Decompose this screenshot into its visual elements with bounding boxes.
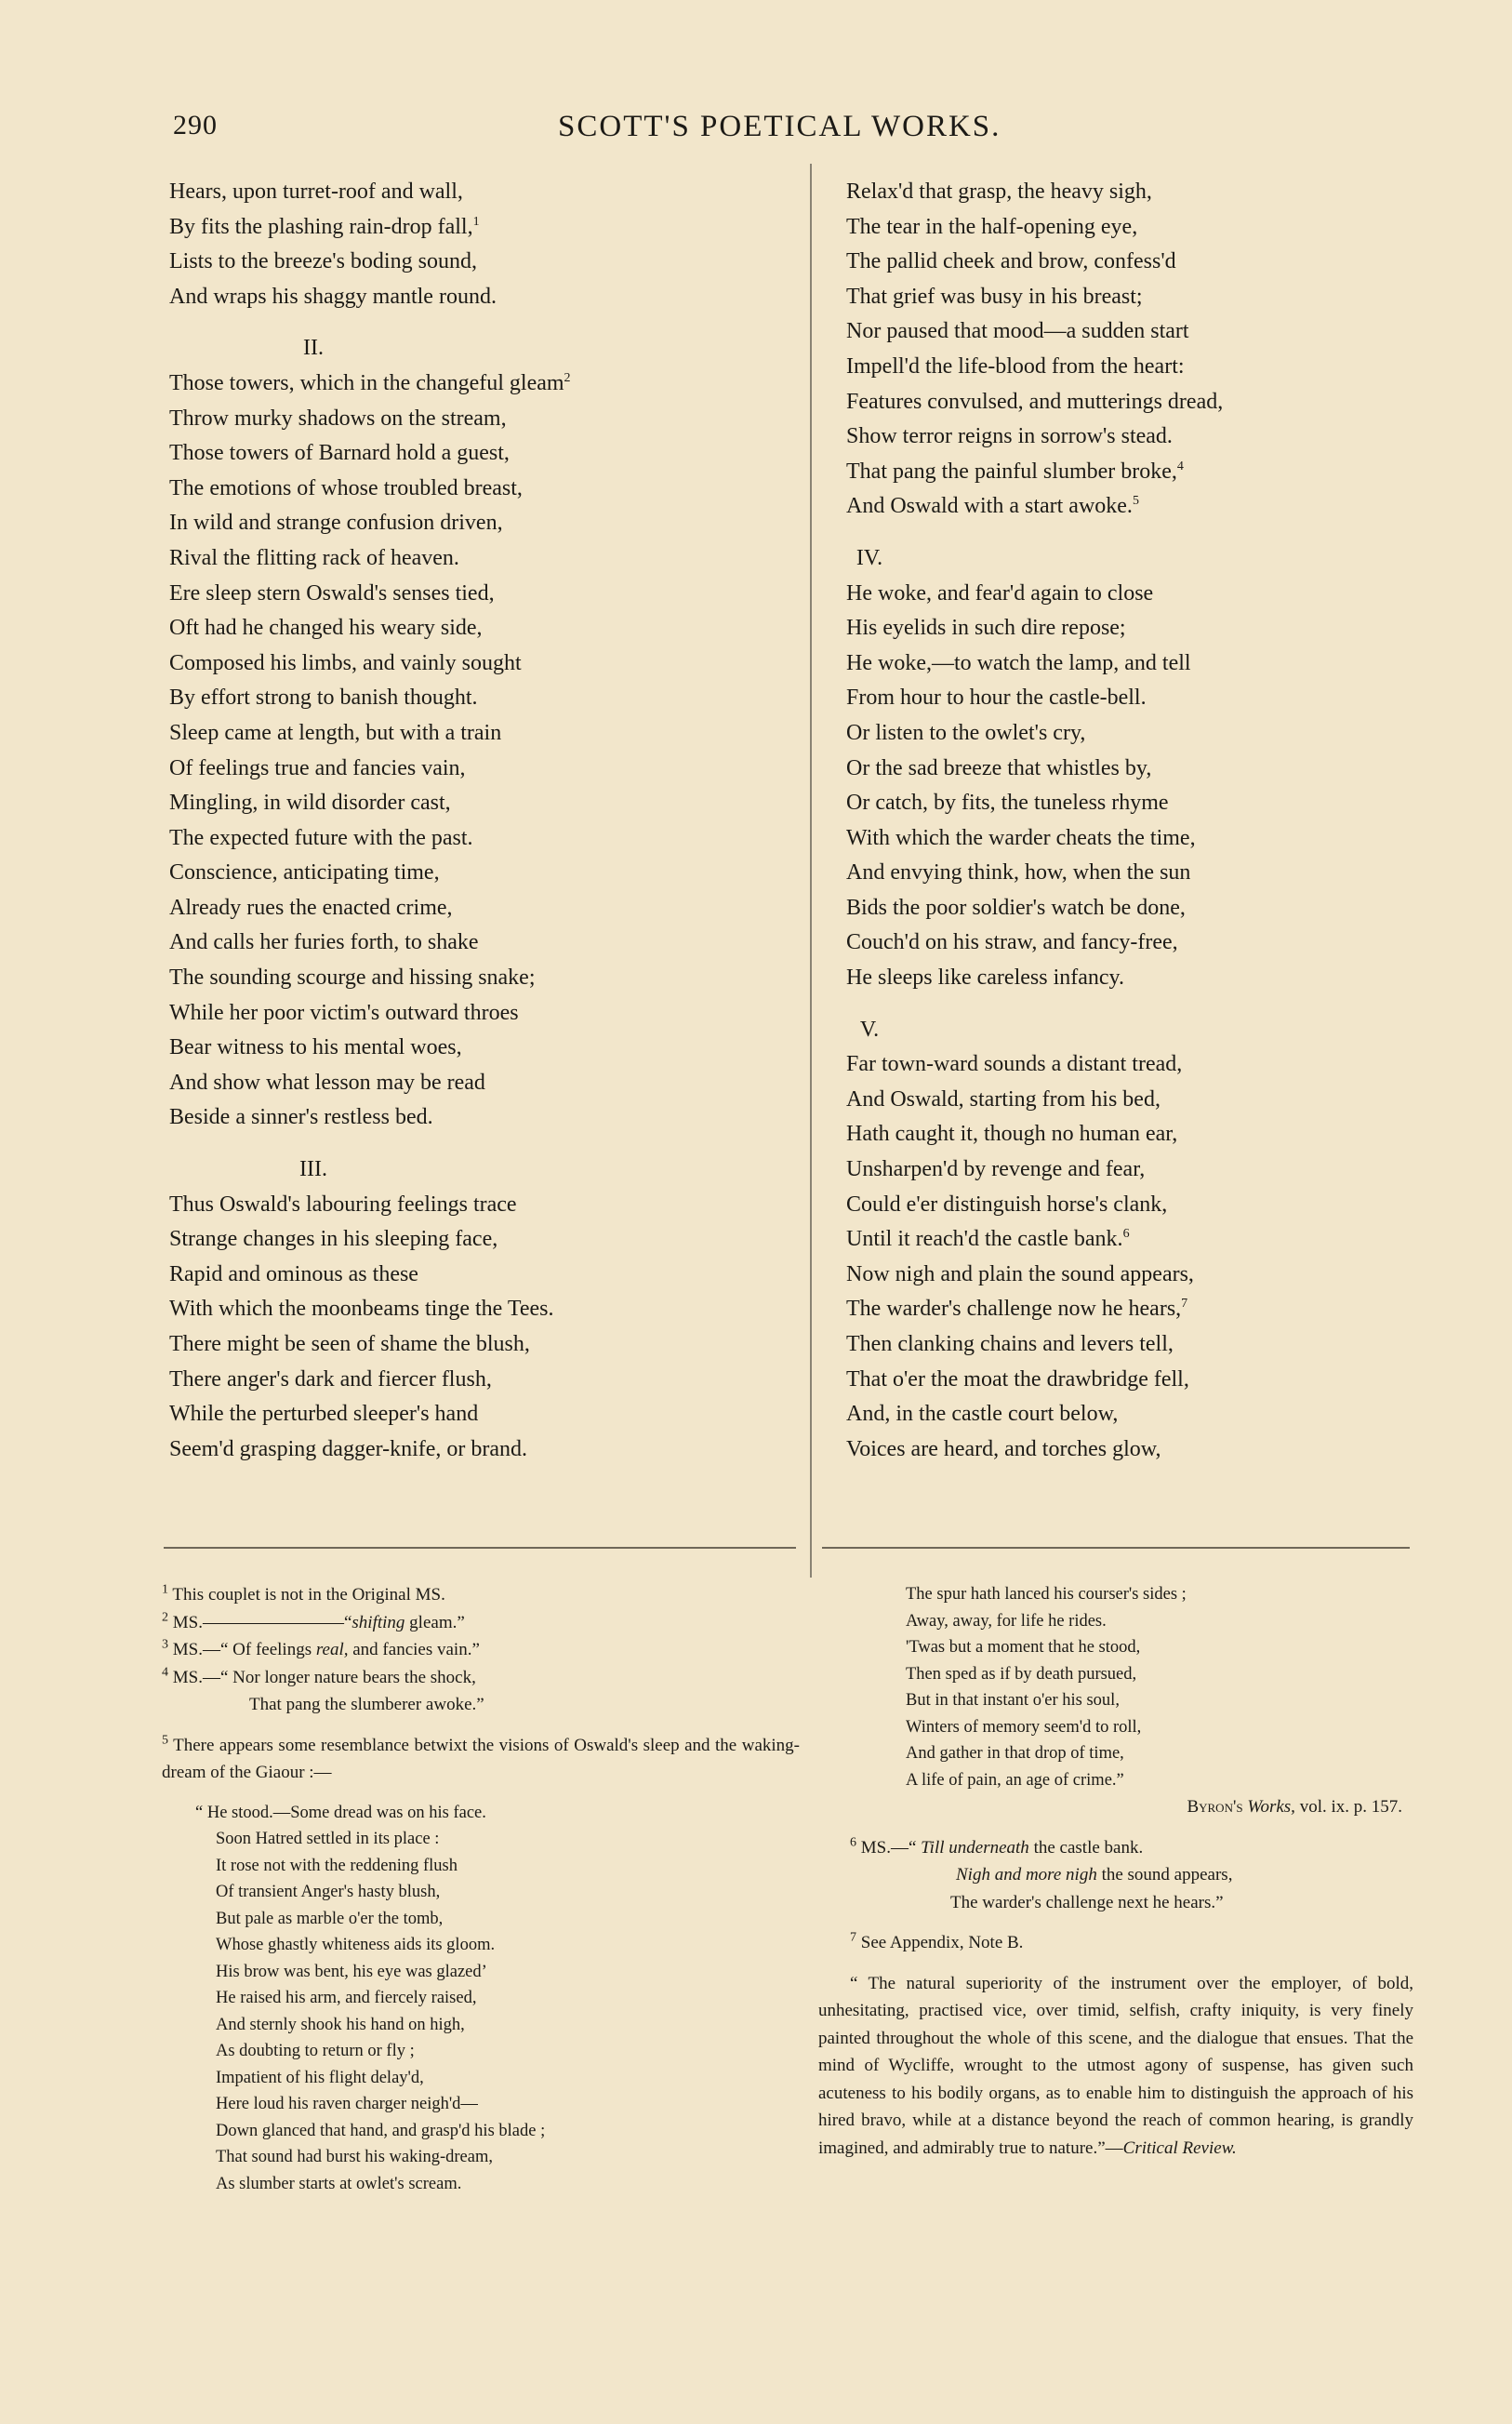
verse-line: That pang the painful slumber broke,$^4$ <box>846 459 1184 484</box>
verse-line: And Oswald with a start awoke.$^5$ <box>846 494 1139 519</box>
quote-line: Away, away, for life he rides. <box>906 1611 1107 1631</box>
verse-line: With which the warder cheats the time, <box>846 825 1196 850</box>
footnote-5: $^5$ There appears some resemblance betwixt the visions of Oswald's sleep and the waking-dream of the Giaour :— <box>162 1733 800 1782</box>
verse-line: And calls her furies forth, to shake <box>169 930 479 955</box>
footnote-rule <box>822 1547 1410 1549</box>
quote-line: But in that instant o'er his soul, <box>906 1691 1120 1710</box>
note-mark: 5 <box>1132 494 1139 509</box>
verse-line: Throw murky shadows on the stream, <box>169 406 507 431</box>
quote-line: Soon Hatred settled in its place : <box>216 1830 440 1848</box>
quote-line: “ He stood.—Some dread was on his face. <box>195 1803 486 1822</box>
verse-line: Thus Oswald's labouring feelings trace <box>169 1192 517 1217</box>
verse-line: Hath caught it, though no human ear, <box>846 1122 1178 1147</box>
verse-line: Beside a sinner's restless bed. <box>169 1105 433 1130</box>
verse-line: Far town-ward sounds a distant tread, <box>846 1052 1183 1077</box>
footnote-rule <box>164 1547 796 1549</box>
quote-line: The spur hath lanced his courser's sides ; <box>906 1585 1187 1604</box>
quote-line: Impatient of his flight delay'd, <box>216 2068 424 2087</box>
verse-line: The sounding scourge and hissing snake; <box>169 966 536 991</box>
footnote-3: $^3$ MS.—“ Of feelings real, and fancies vain.” <box>162 1637 480 1659</box>
verse-line: Now nigh and plain the sound appears, <box>846 1261 1194 1286</box>
verse-line: And, in the castle court below, <box>846 1402 1119 1427</box>
verse-line: Rapid and ominous as these <box>169 1261 418 1286</box>
verse-line: And Oswald, starting from his bed, <box>846 1086 1161 1112</box>
page-header <box>0 110 1512 147</box>
footnote-4: $^4$ MS.—“ Nor longer nature bears the shock, <box>162 1665 476 1687</box>
note-mark: 6 <box>1122 1227 1130 1242</box>
verse-line: Couch'd on his straw, and fancy-free, <box>846 930 1178 955</box>
verse-line: And envying think, how, when the sun <box>846 860 1191 886</box>
footnote-6-line: The warder's challenge next he hears.” <box>950 1892 1224 1912</box>
page-number: 290 <box>173 110 218 140</box>
verse-line: Or catch, by fits, the tuneless rhyme <box>846 791 1169 816</box>
footnote-5-quote-cont <box>818 1581 1413 1793</box>
verse-line: The expected future with the past. <box>169 825 473 850</box>
quote-line: It rose not with the reddening flush <box>216 1856 458 1875</box>
verse-line: In wild and strange confusion driven, <box>169 511 503 536</box>
verse-line: Bear witness to his mental woes, <box>169 1035 462 1060</box>
quote-line: He raised his arm, and fiercely raised, <box>216 1989 477 2007</box>
verse-line: Lists to the breeze's boding sound, <box>169 249 477 274</box>
note-mark: 4 <box>1176 459 1184 473</box>
verse-line: He woke, and fear'd again to close <box>846 580 1154 606</box>
verse-line: Mingling, in wild disorder cast, <box>169 791 451 816</box>
stanza-numeral: III. <box>299 1157 327 1182</box>
stanza-numeral: II. <box>303 336 324 361</box>
quote-line: But pale as marble o'er the tomb, <box>216 1909 444 1928</box>
quote-line: Winters of memory seem'd to roll, <box>906 1717 1142 1737</box>
verse-line: By effort strong to banish thought. <box>169 686 478 711</box>
quote-line: Of transient Anger's hasty blush, <box>216 1883 441 1901</box>
quote-line: Here loud his raven charger neigh'd— <box>216 2095 478 2113</box>
footnote-1: $^1$ This couplet is not in the Original MS. <box>162 1582 445 1605</box>
right-column <box>846 175 1367 1467</box>
footnote-4-line: That pang the slumberer awoke.” <box>249 1695 484 1714</box>
footnote-7: $^7$ See Appendix, Note B. <box>850 1930 1024 1952</box>
verse-line: And wraps his shaggy mantle round. <box>169 284 497 309</box>
verse-line: Those towers, which in the changeful gleam$^2$ <box>169 370 571 395</box>
verse-line: The pallid cheek and brow, confess'd <box>846 249 1176 274</box>
footnote-7-review: “ The natural superiority of the instrument over the employer, of bold, unhesitating, practised vice, over timid, selfish, crafty iniquity, is very finely painted throughout the whole of this scene, and the dialogue that ensues. That the mind of Wycliffe, wrought to the utmost agony of suspense, has given such acuteness to his bodily organs, as to enable him to distinguish the approach of his hired bravo, while at a distance beyond the reach of common hearing, is grandly imagined, and admirably true to nature.”—Critical Review. <box>818 1973 1413 2158</box>
verse-line: Of feelings true and fancies vain, <box>169 755 466 780</box>
note-mark: 7 <box>1181 1297 1188 1312</box>
verse-line: There anger's dark and fiercer flush, <box>169 1366 492 1392</box>
verse-line: By fits the plashing rain-drop fall,$^1$ <box>169 214 480 239</box>
footnote-5-quote <box>130 1800 800 2198</box>
quote-line: His brow was bent, his eye was glazed’ <box>216 1962 487 1981</box>
footnote-2: $^2$ MS.————————“shifting gleam.” <box>162 1610 465 1632</box>
verse-line: Show terror reigns in sorrow's stead. <box>846 424 1173 449</box>
quote-line: Down glanced that hand, and grasp'd his blade ; <box>216 2121 546 2140</box>
verse-line: Bids the poor soldier's watch be done, <box>846 895 1186 920</box>
footnote-6: $^6$ MS.—“ Till underneath the castle bank. <box>850 1835 1144 1858</box>
verse-line: Ere sleep stern Oswald's senses tied, <box>169 580 495 606</box>
footnotes-left <box>130 1581 800 2197</box>
verse-line: Features convulsed, and mutterings dread, <box>846 389 1224 414</box>
verse-line: That o'er the moat the drawbridge fell, <box>846 1366 1189 1392</box>
stanza-numeral: V. <box>859 1017 880 1042</box>
verse-line: The tear in the half-opening eye, <box>846 214 1138 239</box>
quote-line: And sternly shook his hand on high, <box>216 2015 465 2034</box>
quote-line: As slumber starts at owlet's scream. <box>216 2174 462 2193</box>
quote-line: As doubting to return or fly ; <box>216 2042 415 2060</box>
verse-line: Seem'd grasping dagger-knife, or brand. <box>169 1436 528 1461</box>
quote-line: 'Twas but a moment that he stood, <box>906 1638 1141 1657</box>
left-column <box>169 175 802 1467</box>
verse-line: Relax'd that grasp, the heavy sigh, <box>846 180 1152 204</box>
quote-line: A life of pain, an age of crime.” <box>906 1770 1124 1790</box>
verse-line: Composed his limbs, and vainly sought <box>169 650 522 675</box>
verse-line: Nor paused that mood—a sudden start <box>846 319 1189 344</box>
verse-line: From hour to hour the castle-bell. <box>846 686 1147 711</box>
note-mark: 2 <box>564 370 571 385</box>
verse-line: And show what lesson may be read <box>169 1070 485 1095</box>
verse-line: He sleeps like careless infancy. <box>846 966 1124 991</box>
verse-line: Strange changes in his sleeping face, <box>169 1227 498 1252</box>
verse-line: There might be seen of shame the blush, <box>169 1332 530 1356</box>
verse-line: Conscience, anticipating time, <box>169 860 440 886</box>
verse-line: Oft had he changed his weary side, <box>169 616 483 641</box>
verse-line: With which the moonbeams tinge the Tees. <box>169 1297 554 1322</box>
stanza-numeral: IV. <box>855 545 883 570</box>
verse-line: Until it reach'd the castle bank.$^6$ <box>846 1227 1130 1252</box>
verse-line: Rival the flitting rack of heaven. <box>169 545 459 570</box>
verse-line: Or the sad breeze that whistles by, <box>846 755 1152 780</box>
verse-line: Unsharpen'd by revenge and fear, <box>846 1157 1146 1182</box>
verse-line: Or listen to the owlet's cry, <box>846 720 1086 745</box>
quote-line: Whose ghastly whiteness aids its gloom. <box>216 1936 496 1954</box>
verse-line: His eyelids in such dire repose; <box>846 616 1126 641</box>
column-divider <box>810 164 812 1578</box>
quote-line: That sound had burst his waking-dream, <box>216 2148 493 2166</box>
verse-line: While her poor victim's outward throes <box>169 1000 519 1025</box>
verse-line: Voices are heard, and torches glow, <box>846 1436 1161 1461</box>
quote-line: Then sped as if by death pursued, <box>906 1664 1137 1684</box>
verse-line: Then clanking chains and levers tell, <box>846 1332 1174 1356</box>
footnote-5-source: Byron's Works, vol. ix. p. 157. <box>1187 1797 1402 1817</box>
verse-line: The warder's challenge now he hears,$^7$ <box>846 1297 1188 1322</box>
verse-line: He woke,—to watch the lamp, and tell <box>846 650 1191 675</box>
quote-line: And gather in that drop of time, <box>906 1744 1124 1763</box>
verse-line: That grief was busy in his breast; <box>846 284 1143 309</box>
note-mark: 1 <box>472 214 480 229</box>
verse-line: Could e'er distinguish horse's clank, <box>846 1192 1168 1217</box>
footnotes-right <box>818 1581 1413 2162</box>
verse-line: Impell'd the life-blood from the heart: <box>846 353 1185 379</box>
verse-line: Sleep came at length, but with a train <box>169 720 502 745</box>
verse-line: While the perturbed sleeper's hand <box>169 1402 479 1427</box>
verse-line: Those towers of Barnard hold a guest, <box>169 441 510 466</box>
verse-line: Hears, upon turret-roof and wall, <box>169 180 463 204</box>
verse-line: The emotions of whose troubled breast, <box>169 475 523 500</box>
footnote-6-line: Nigh and more nigh the sound appears, <box>956 1865 1233 1885</box>
running-title: SCOTT'S POETICAL WORKS. <box>558 110 1001 143</box>
verse-line: Already rues the enacted crime, <box>169 895 453 920</box>
